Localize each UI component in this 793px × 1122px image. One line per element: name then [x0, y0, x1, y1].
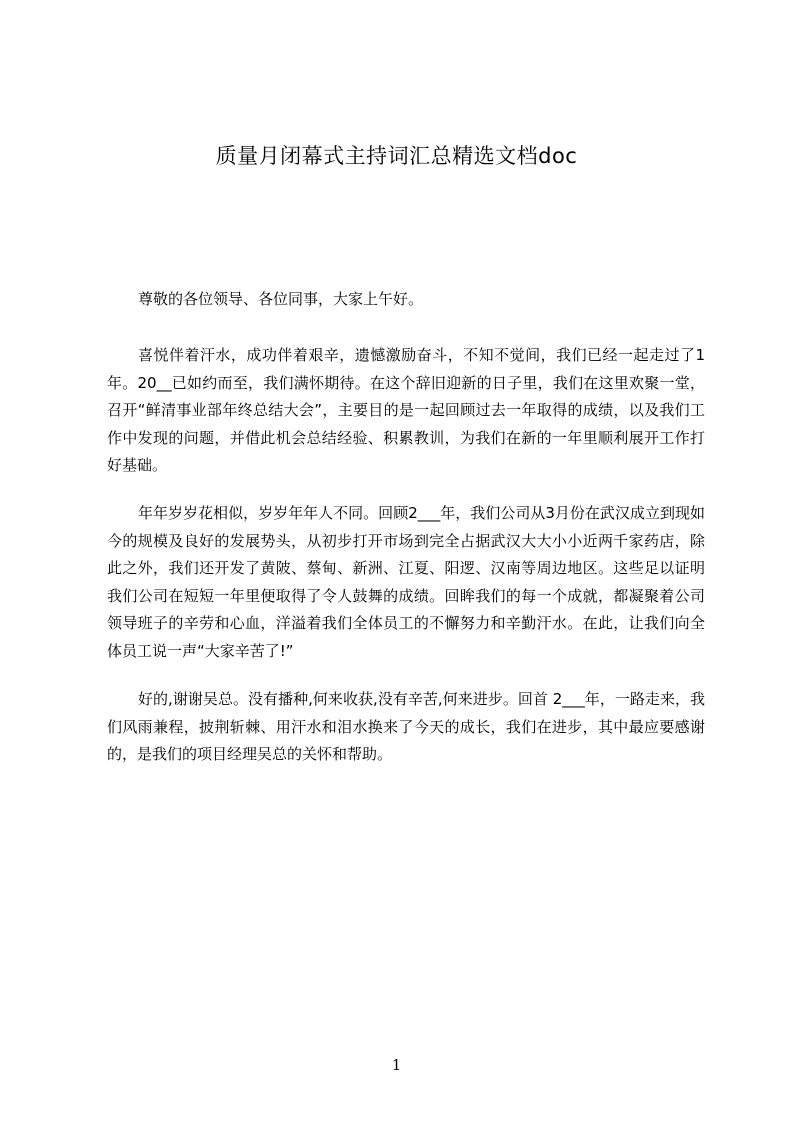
body-paragraph-3: 好的,谢谢吴总。没有播种,何来收获,没有辛苦,何来进步。回首 2___年，一路走来，我们风雨兼程，披荆斩棘、用汗水和泪水换来了今天的成长，我们在进步，其中最应要感谢的，是我们的项目经理吴总的关怀和帮助。	[107, 690, 705, 763]
body-paragraph-1: 喜悦伴着汗水，成功伴着艰辛，遗憾激励奋斗，不知不觉间，我们已经一起走过了1年。20__已如约而至，我们满怀期待。在这个辞旧迎新的日子里，我们在这里欢聚一堂，召开“鲜清事业部年终总结大会”，主要目的是一起回顾过去一年取得的成绩，以及我们工作中发现的问题，并借此机会总结经验、积累教训，为我们在新的一年里顺利展开工作打好基础。	[107, 346, 705, 474]
body-paragraph-2: 年年岁岁花相似，岁岁年年人不同。回顾2___年，我们公司从3月份在武汉成立到现如今的规模及良好的发展势头，从初步打开市场到完全占据武汉大大小小近两千家药店，除此之外，我们还开发了黄陂、蔡甸、新洲、江夏、阳逻、汉南等周边地区。这些足以证明我们公司在短短一年里便取得了令人鼓舞的成绩。回眸我们的每一个成就，都凝聚着公司领导班子的辛劳和心血，洋溢着我们全体员工的不懈努力和辛勤汗水。在此，让我们向全体员工说一声“大家辛苦了!”	[107, 504, 705, 660]
document-title: 质量月闭幕式主持词汇总精选文档doc	[215, 144, 578, 168]
page-number: 1	[391, 1056, 402, 1074]
greeting-paragraph: 尊敬的各位领导、各位同事，大家上午好。	[138, 290, 424, 308]
